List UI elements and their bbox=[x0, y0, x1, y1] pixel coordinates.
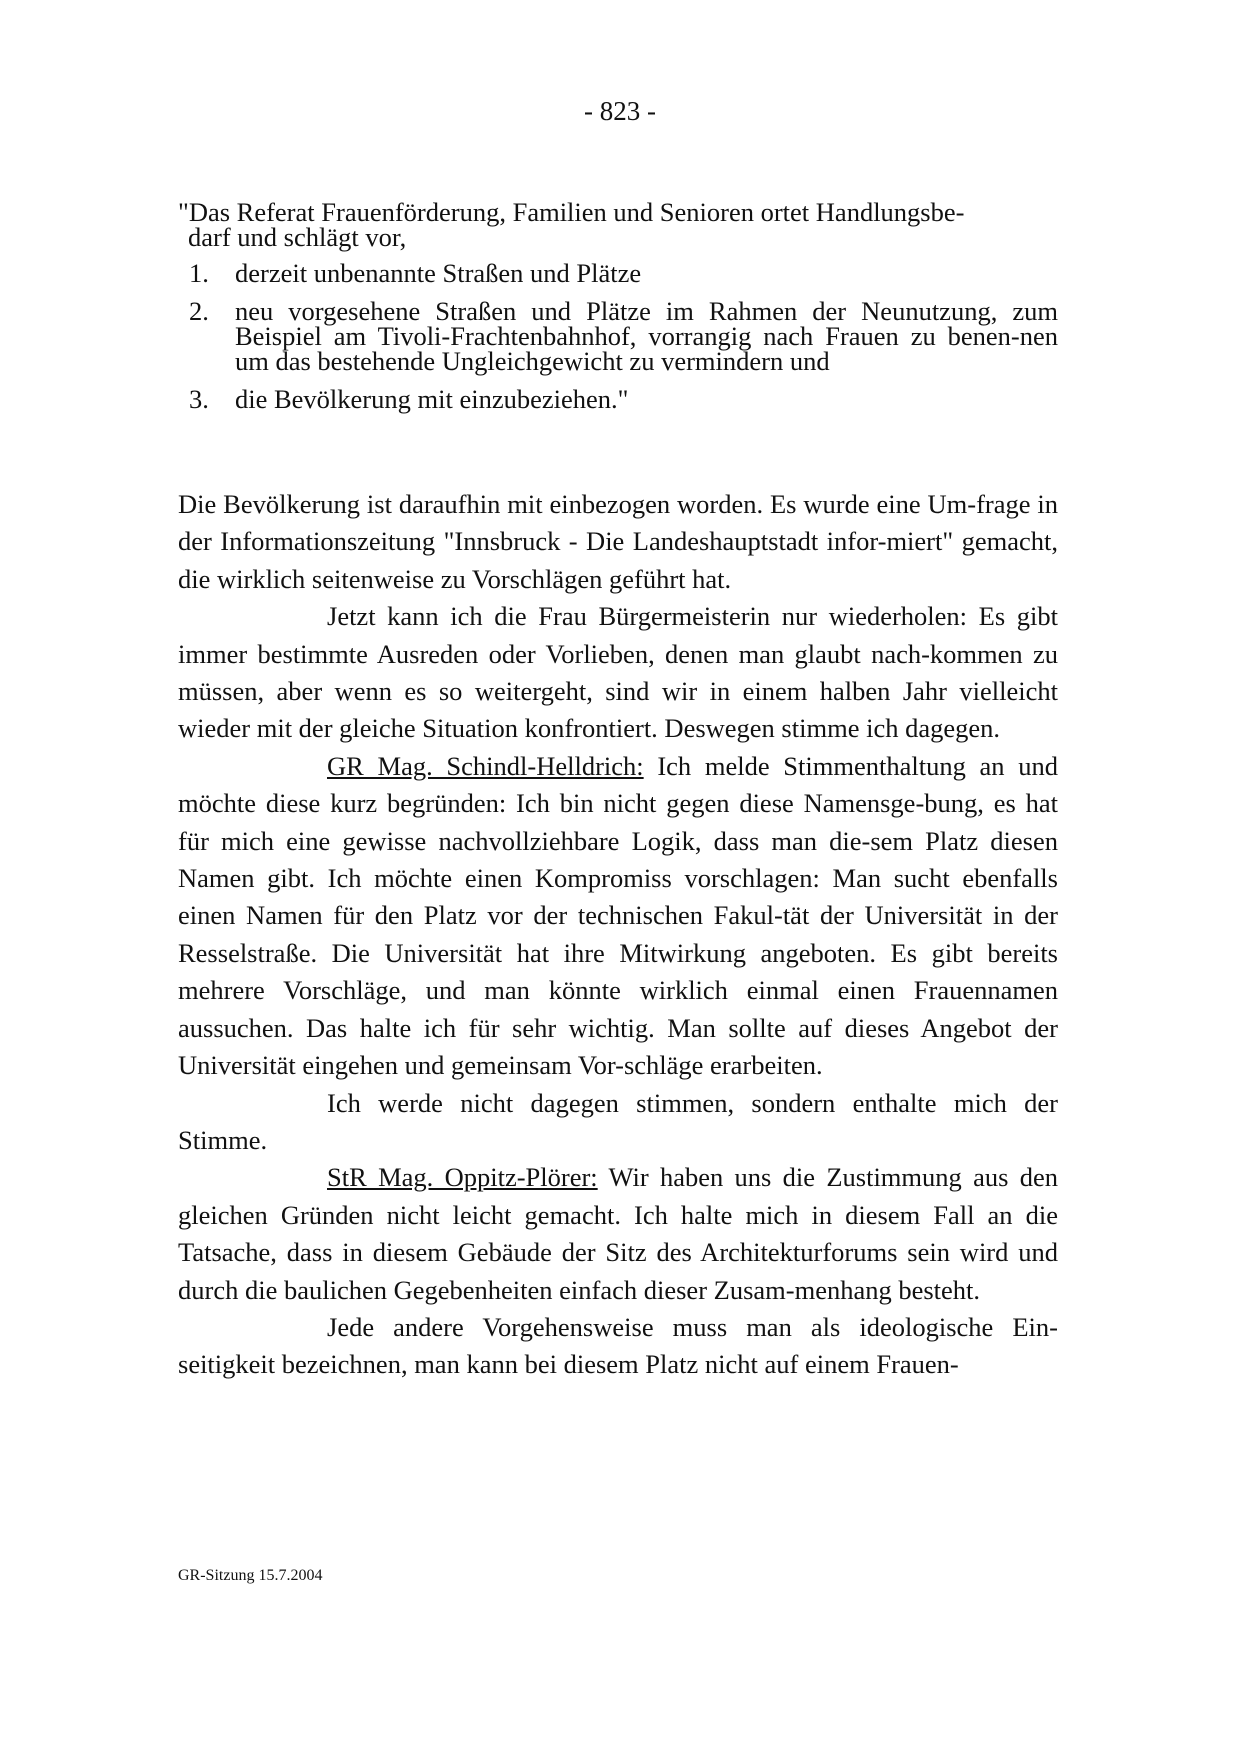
list-item bbox=[178, 384, 1058, 414]
paragraph-with-speaker bbox=[178, 748, 1058, 1085]
transcript-body bbox=[178, 486, 1058, 1384]
list-item-number: 1. bbox=[189, 258, 209, 288]
list-item bbox=[178, 296, 1058, 376]
paragraph: Ich werde nicht dagegen stimmen, sondern enthalte mich der Stimme. bbox=[178, 1087, 1058, 1155]
list-item-text: neu vorgesehene Straßen und Plätze im Rahmen der Neunutzung, zum Beispiel am Tivoli-Frachtenbahnhof, vorrangig nach Frauen zu benen-nen um das bestehende Ungleichgewicht zu vermindern und bbox=[235, 296, 1058, 376]
list-item-text: derzeit unbenannte Straßen und Plätze bbox=[235, 258, 642, 288]
speaker-name: StR Mag. Oppitz-Plörer: bbox=[327, 1162, 598, 1193]
proposal-list bbox=[178, 258, 1058, 414]
page-number: - 823 - bbox=[584, 96, 656, 126]
paragraph-with-speaker bbox=[178, 1159, 1058, 1309]
list-item-number: 2. bbox=[189, 296, 209, 326]
speaker-statement: Ich melde Stimmenthaltung an und möchte diese kurz begründen: Ich bin nicht gegen diese Namensge-bung, es hat für mich eine gewisse nachvollziehbare Logik, dass man die-sem Platz diesen Namen gibt. Ich möchte einen Kompromiss vorschlagen: Man sucht ebenfalls einen Namen für den Platz vor der technischen Fakul-tät der Universität in der Resselstraße. Die Universität hat ihre Mitwirkung angeboten. Es gibt bereits mehrere Vorschläge, und man könnte wirklich einmal einen Frauennamen aussuchen. Das halte ich für sehr wichtig. Man sollte auf dieses Angebot der Universität eingehen und gemeinsam Vor-schläge erarbeiten. bbox=[178, 750, 1058, 1081]
list-item-text: die Bevölkerung mit einzubeziehen." bbox=[235, 384, 629, 414]
quote-intro-line-1: "Das Referat Frauenförderung, Familien und Senioren ortet Handlungsbe- bbox=[178, 197, 965, 227]
speaker-statement: Wir haben uns die Zustimmung aus den gleichen Gründen nicht leicht gemacht. Ich halte mich in diesem Fall an die Tatsache, dass in diesem Gebäude der Sitz des Architekturforums sein wird und durch die baulichen Gegebenheiten einfach dieser Zusam-menhang besteht. bbox=[178, 1162, 1058, 1305]
paragraph: Jetzt kann ich die Frau Bürgermeisterin nur wiederholen: Es gibt immer bestimmte Ausreden oder Vorlieben, denen man glaubt nach-kommen zu müssen, aber wenn es so weitergeht, sind wir in einem halben Jahr vielleicht wieder mit der gleiche Situation konfrontiert. Deswegen stimme ich dagegen. bbox=[178, 601, 1058, 744]
list-item bbox=[178, 258, 1058, 288]
quoted-proposal bbox=[178, 197, 1058, 425]
quote-intro bbox=[178, 197, 1058, 252]
paragraph: Jede andere Vorgehensweise muss man als ideologische Ein-seitigkeit bezeichnen, man kann bei diesem Platz nicht auf einem Frauen- bbox=[178, 1311, 1058, 1380]
paragraph: Die Bevölkerung ist daraufhin mit einbezogen worden. Es wurde eine Um-frage in der Informationszeitung "Innsbruck - Die Landeshauptstadt infor-miert" gemacht, die wirklich seitenweise zu Vorschlägen geführt hat. bbox=[178, 489, 1058, 594]
speaker-name: GR Mag. Schindl-Helldrich: bbox=[327, 750, 644, 781]
list-item-number: 3. bbox=[189, 384, 209, 414]
footer-session-date: GR-Sitzung 15.7.2004 bbox=[178, 1567, 323, 1584]
quote-intro-line-2: darf und schlägt vor, bbox=[188, 222, 407, 252]
